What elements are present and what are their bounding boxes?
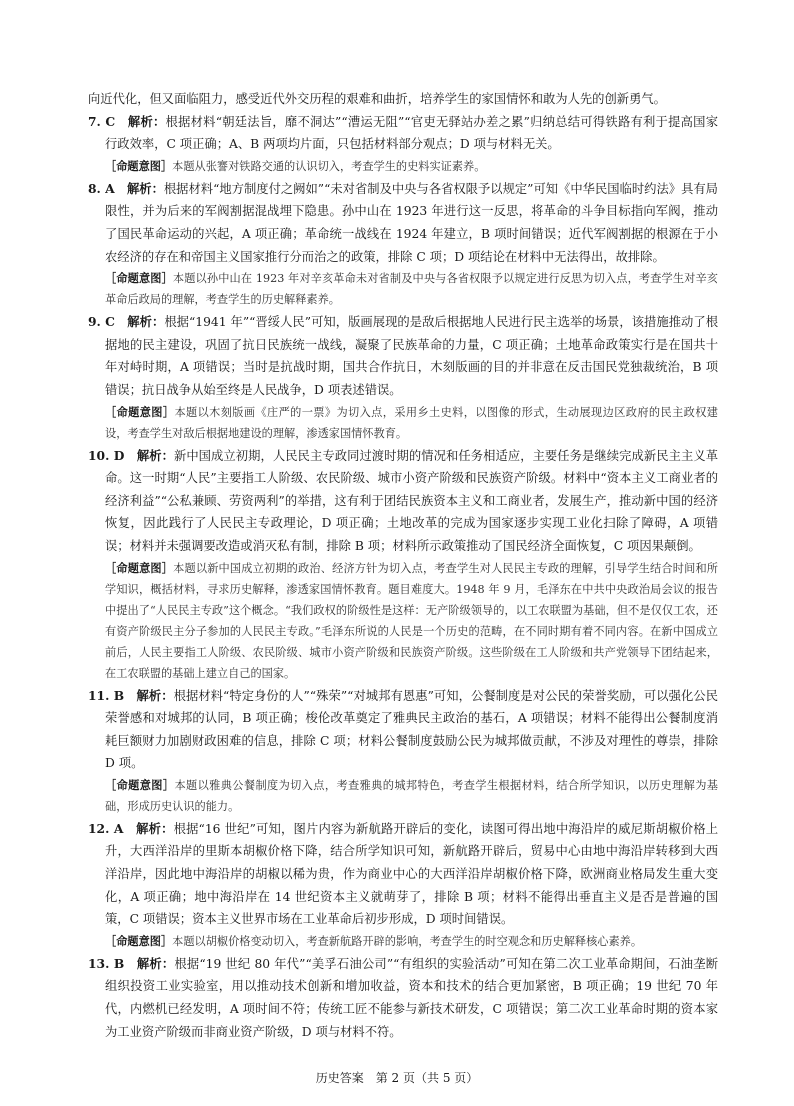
answer-item — [88, 953, 718, 1043]
answer-item-lead: 11. B 解析： — [88, 687, 174, 703]
answer-item — [88, 445, 718, 558]
answer-item-lead: 9. C 解析： — [88, 314, 165, 330]
intent-tag: ［命题意图］ — [105, 560, 174, 575]
answer-item-lead: 10. D 解析： — [88, 447, 174, 463]
answer-item-text: 根据“16 世纪”可知，图片内容为新航路开辟后的变化，读图可得出地中海沿岸的威尼斯胡椒价格上升，大西洋沿岸的里斯本胡椒价格下降，结合所学知识可知，新航路开辟后，贸易中心由地中海沿岸转移到大西洋沿岸，因此地中海沿岸的胡椒以稀为贵，作为商业中心的大西洋沿岸胡椒价格下降，欧洲商业格局发生重大变化，A 项正确；地中海沿岸在 14 世纪资本主义就萌芽了，排除 B 项；材料不能得出垂直主义是否是普遍的国策，C 项错误；资本主义世界市场在工业革命后初步形成，D 项时间错误。 — [105, 821, 719, 927]
intent-note — [88, 931, 718, 952]
answer-item-text: 根据材料“特定身份的人”“殊荣”“对城邦有恩惠”可知，公餐制度是对公民的荣誉奖励，可以强化公民荣誉感和对城邦的认同，B 项正确；梭伦改革奠定了雅典民主政治的基石，A 项错误；材料不能得出公餐制度消耗巨额财力加剧财政困难的信息，排除 C 项；材料公餐制度鼓励公民为城邦做贡献，不涉及对理性的尊崇，排除 D 项。 — [105, 688, 718, 771]
answer-item-lead: 12. A 解析： — [88, 820, 174, 836]
answer-item-lead: 8. A 解析： — [88, 180, 164, 196]
answer-item — [88, 178, 718, 268]
intent-tag: ［命题意图］ — [105, 271, 173, 286]
intent-tag: ［命题意图］ — [105, 404, 175, 419]
answer-item-text: 根据“19 世纪 80 年代”“美孚石油公司”“有组织的实验活动”可知在第二次工业革命期间，石油垄断组织投资工业实验室，用以推动技术创新和增加收益，资本和技术的结合更加紧密，B 项正确；19 世纪 70 年代，内燃机已经发明，A 项时间不符；传统工匠不能参与新技术研发，C 项错误；第二次工业革命时期的资本家为工业资产阶级而非商业资产阶级，D 项与材料不符。 — [105, 956, 718, 1039]
intent-tag: ［命题意图］ — [105, 933, 173, 948]
answer-item-text: 根据材料“地方制度付之阙如”“未对省制及中央与各省权限予以规定”可知《中华民国临时约法》具有局限性，并为后来的军阀割据混战埋下隐患。孙中山在 1923 年进行这一反思，将革命的斗争目标指向军阀，推动了国民革命运动的兴起，A 项正确；革命统一战线在 1924 年建立，B 项时间错误；近代军阀割据的根源在于小农经济的存在和帝国主义国家推行分而治之的政策，排除 C 项；D 项结论在材料中无法得出，故排除。 — [105, 181, 718, 264]
intent-note — [88, 268, 718, 310]
answer-item — [88, 311, 718, 401]
intent-note — [88, 558, 718, 684]
answer-item-text: 新中国成立初期，人民民主专政同过渡时期的情况和任务相适应，主要任务是继续完成新民主主义革命。这一时期“人民”主要指工人阶级、农民阶级、城市小资产阶级和民族资产阶级。材料中“资本主义工商业者的经济利益”“公私兼顾、劳资两利”的举措，这有利于团结民族资本主义和工商业者，发展生产，推动新中国的经济恢复，因此践行了人民民主专政理论，D 项正确；土地改革的完成为国家逐步实现工业化扫除了障碍，A 项错误；材料并未强调要改造或消灭私有制，排除 B 项；材料所示政策推动了国民经济全面恢复，C 项因果颠倒。 — [105, 448, 718, 553]
answer-item — [88, 685, 718, 775]
intent-text: 本题从张謇对铁路交通的认识切入，考查学生的史料实证素养。 — [172, 159, 486, 173]
answer-content — [88, 88, 718, 1043]
answer-item-lead: 13. B 解析： — [88, 955, 175, 971]
answer-item-text: 根据材料“朝廷法旨，靡不洞达”“漕运无阻”“官吏无驿站办差之累”归纳总结可得铁路有利于提高国家行政效率，C 项正确；A、B 两项均片面，只包括材料部分观点；D 项与材料无关。 — [105, 114, 718, 152]
intent-note — [88, 402, 718, 444]
intent-tag: ［命题意图］ — [105, 777, 175, 792]
intent-text: 本题以新中国成立初期的政治、经济方针为切入点，考查学生对人民民主专政的理解，引导学生结合时间和所学知识，概括材料，寻求历史解释，渗透家国情怀教育。题目难度大。1948 年 9 月，毛泽东在中共中央政治局会议的报告中提出了“人民民主专政”这个概念。“我们政权的阶级性是这样：无产阶级领导的，以工农联盟为基础，但不是仅仅工农，还有资产阶级民主分子参加的人民民主专政。”毛泽东所说的人民是一个历史的范畴，在不同时期有着不同内容。在新中国成立前后，人民主要指工人阶级、农民阶级、城市小资产阶级和民族资产阶级。这些阶级在工人阶级和共产党领导下团结起来，在工农联盟的基础上建立自己的国家。 — [105, 561, 718, 680]
answer-item-lead: 7. C 解析： — [88, 113, 166, 129]
answer-item-text: 根据“1941 年”“晋绥人民”可知，版画展现的是敌后根据地人民进行民主选举的场景，该措施推动了根据地的民主建设，巩固了抗日民族统一战线，凝聚了民族革命的力量，C 项正确；土地革命政策实行是在国共十年对峙时期，A 项错误；当时是抗战时期，国共合作抗日，木刻版画的目的并非意在反击国民党独裁统治，B 项错误；抗日战争从始至终是人民战争，D 项表述错误。 — [105, 315, 719, 397]
answer-item — [88, 818, 718, 931]
intent-text: 本题以雅典公餐制度为切入点，考查雅典的城邦特色，考查学生根据材料，结合所学知识，以历史理解为基础，形成历史认识的能力。 — [105, 778, 718, 813]
intent-text: 本题以胡椒价格变动切入，考查新航路开辟的影响，考查学生的时空观念和历史解释核心素养。 — [172, 934, 643, 948]
intent-tag: ［命题意图］ — [105, 158, 173, 173]
intent-note — [88, 775, 718, 817]
page-footer: 历史答案 第 2 页（共 5 页） — [315, 1071, 479, 1085]
answer-item — [88, 111, 718, 156]
intent-note — [88, 156, 718, 177]
intent-text: 本题以木刻版画《庄严的一票》为切入点，采用乡土史料，以图像的形式，生动展现边区政府的民主政权建设，考查学生对敌后根据地建设的理解，渗透家国情怀教育。 — [105, 405, 718, 440]
answer-items — [88, 111, 718, 1044]
intent-text: 本题以孙中山在 1923 年对辛亥革命未对省制及中央与各省权限予以规定进行反思为切入点，考查学生对辛亥革命后政局的理解，考查学生的历史解释素养。 — [105, 272, 718, 307]
header-line: 向近代化，但又面临阻力，感受近代外交历程的艰难和曲折，培养学生的家国情怀和敢为人先的创新勇气。 — [88, 92, 666, 106]
